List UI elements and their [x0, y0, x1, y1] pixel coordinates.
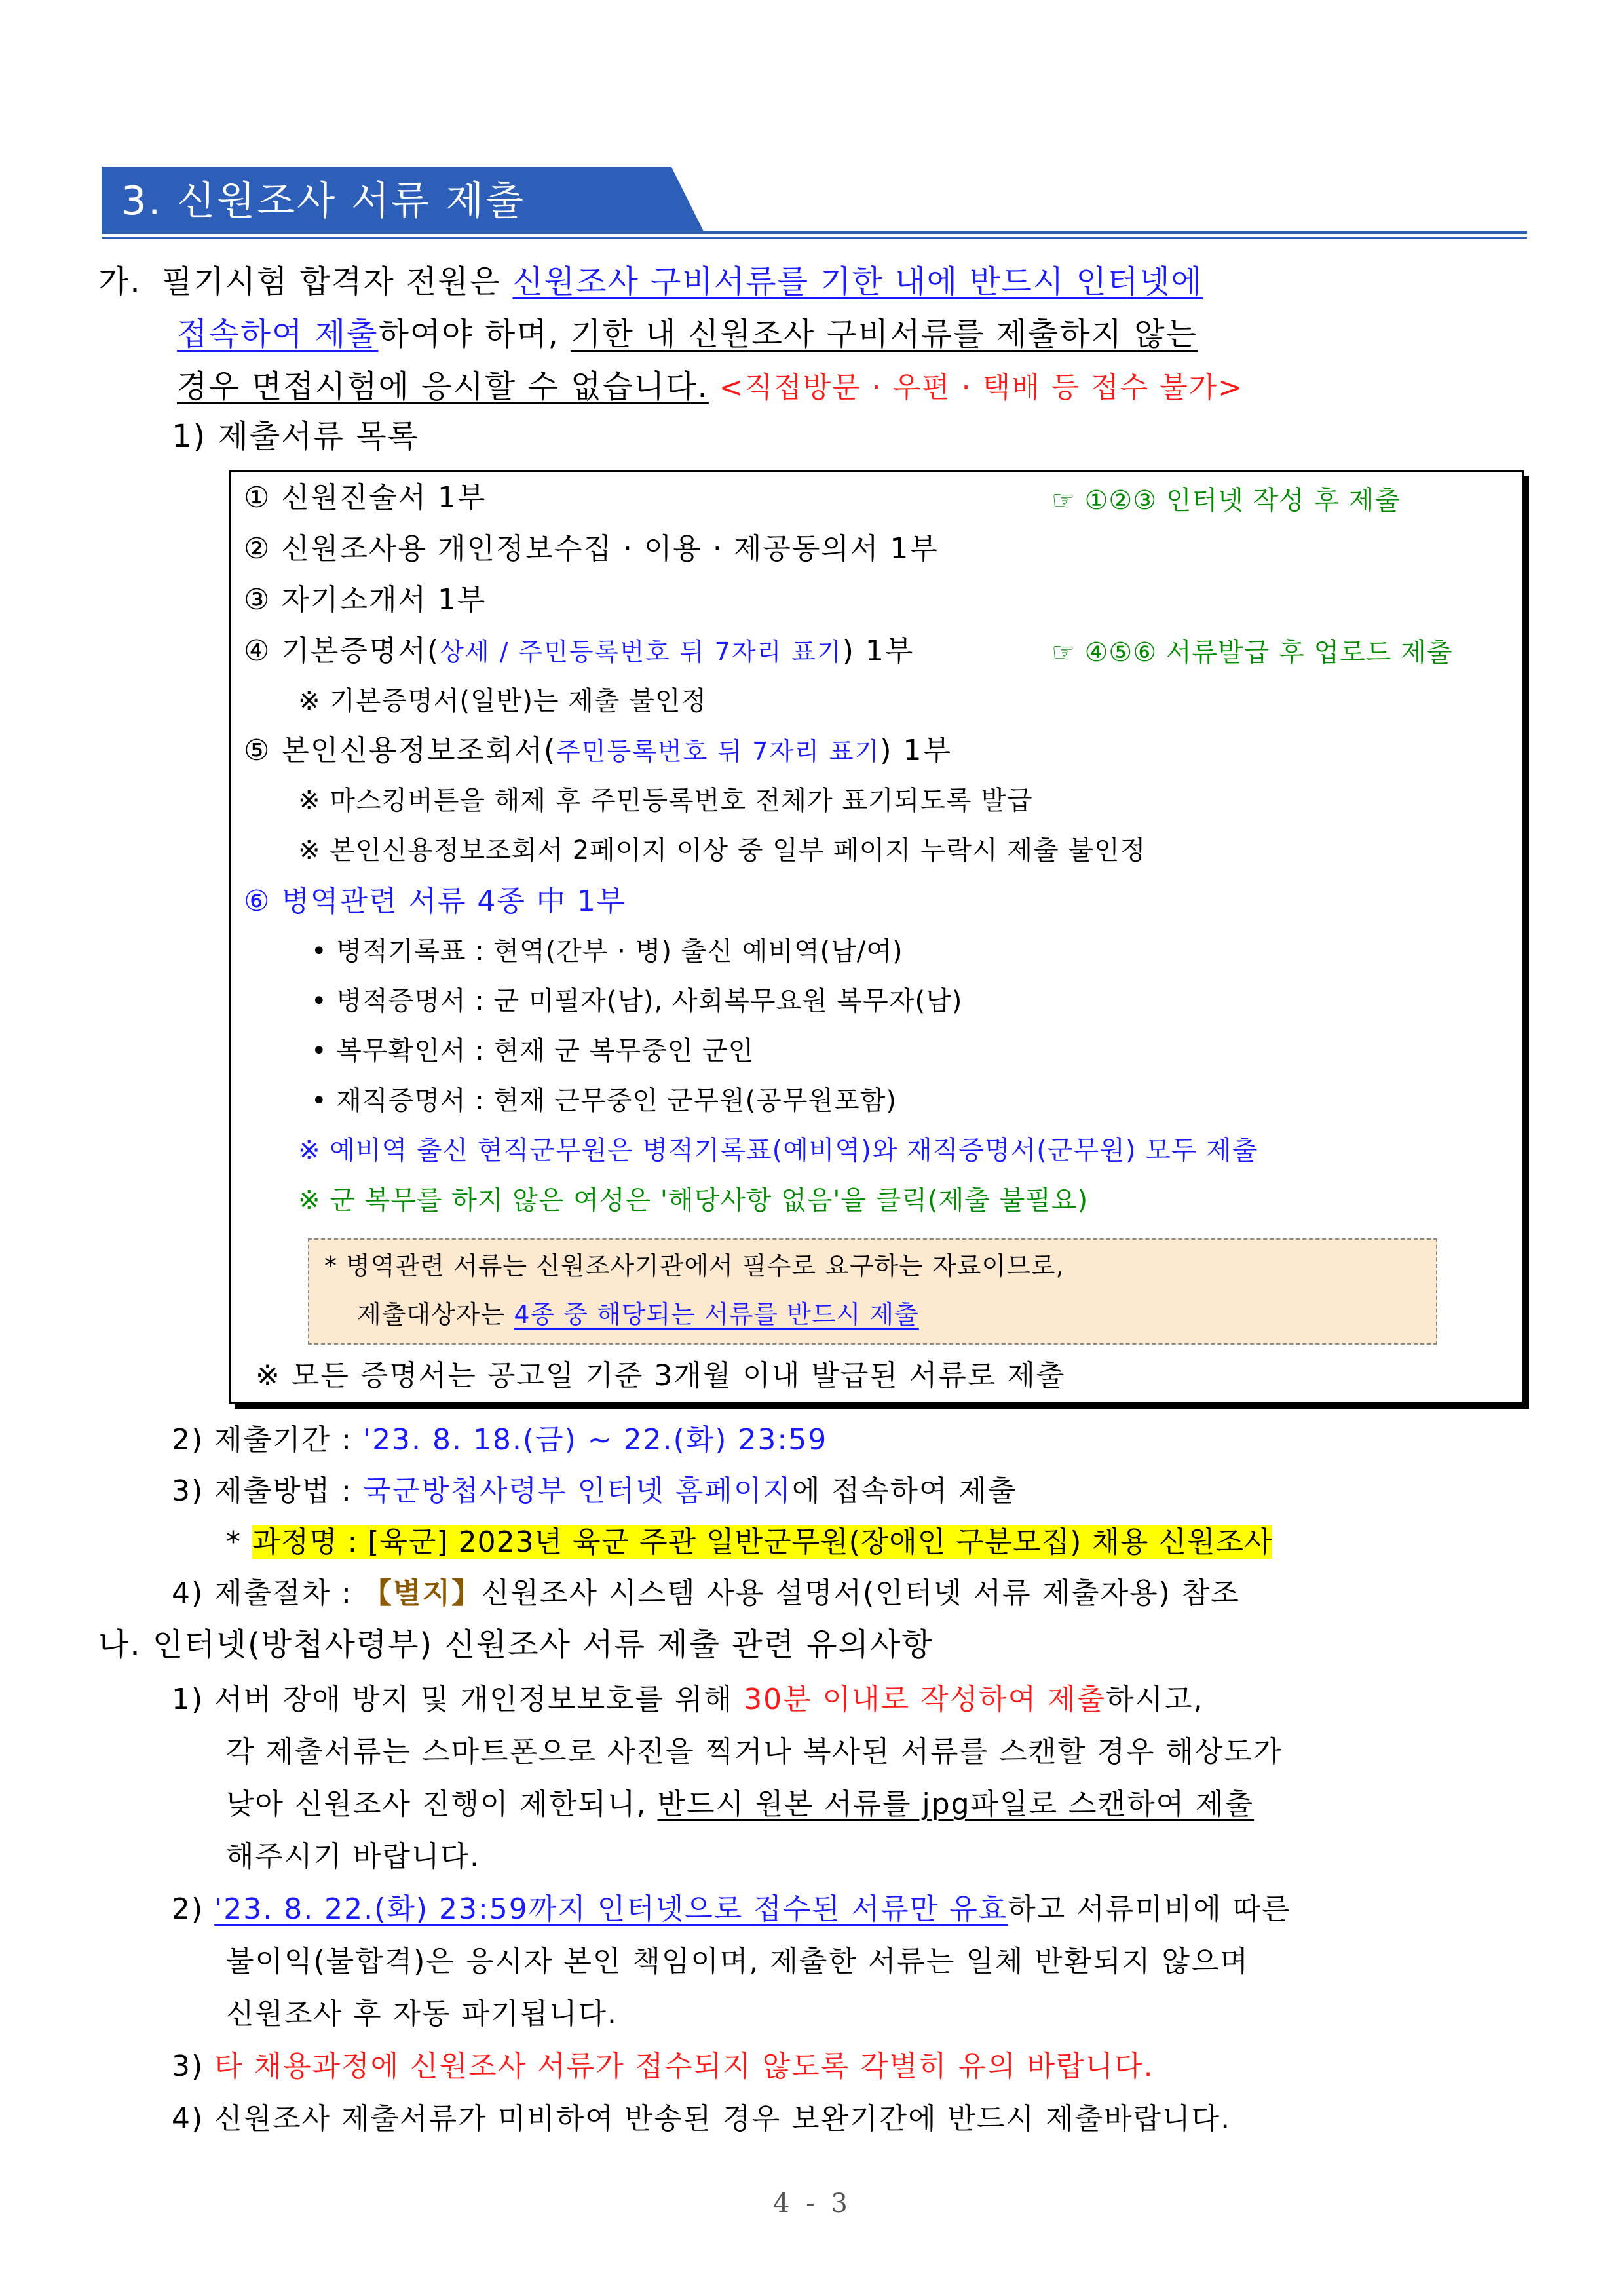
- ga-text-2: 하여야 하며,: [378, 316, 571, 353]
- doc-list-footer: ※ 모든 증명서는 공고일 기준 3개월 이내 발급된 서류로 제출: [255, 1359, 1066, 1392]
- na-4: 4) 신원조사 제출서류가 미비하여 반송된 경우 보완기간에 반드시 제출바랍니다.: [172, 2102, 1232, 2135]
- na-1-text: 1) 서버 장애 방지 및 개인정보보호를 위해: [172, 1683, 744, 1716]
- note-box-prefix: 제출대상자는: [357, 1300, 514, 1329]
- na-1-emphasis: 30분 이내로 작성하여 제출: [744, 1683, 1106, 1716]
- note-box-emphasis: 4종 중 해당되는 서류를 반드시 제출: [514, 1300, 919, 1329]
- ga-emphasis: 신원조사 구비서류를 기한 내에 반드시 인터넷에: [512, 263, 1203, 300]
- note-items-456: ☞ ④⑤⑥ 서류발급 후 업로드 제출: [1051, 638, 1453, 668]
- submission-procedure-rest: 신원조사 시스템 사용 설명서(인터넷 서류 제출자용) 참조: [481, 1577, 1240, 1610]
- submission-method-label: 3) 제출방법 :: [172, 1474, 363, 1508]
- course-star: *: [226, 1525, 252, 1559]
- na-1-line-3: [226, 1780, 1254, 1829]
- na-heading: 나. 인터넷(방첩사령부) 신원조사 서류 제출 관련 유의사항: [98, 1626, 934, 1663]
- ga-line-3: [177, 360, 1243, 414]
- doc-item-4-detail: 상세 / 주민등록번호 뒤 7자리 표기: [440, 638, 842, 666]
- ga-line-2: [177, 308, 1198, 360]
- doc-item-5-count: ) 1부: [880, 734, 953, 767]
- course-name: 과정명 : [육군] 2023년 육군 주관 일반군무원(장애인 구분모집) 채용 신원조사: [252, 1525, 1273, 1559]
- attachment-tag: 【별지】: [362, 1577, 482, 1610]
- na-1-line-3-text: 낮아 신원조사 진행이 제한되니,: [226, 1788, 658, 1821]
- doc-item-4-note: ※ 기본증명서(일반)는 제출 불인정: [298, 686, 708, 716]
- doc-item-3: ③ 자기소개서 1부: [244, 583, 487, 617]
- submission-method: [172, 1466, 1017, 1516]
- submission-period-value: '23. 8. 18.(금) ~ 22.(화) 23:59: [362, 1423, 828, 1457]
- doc-item-1: ① 신원진술서 1부: [244, 481, 487, 514]
- submission-method-site: 국군방첩사령부 인터넷 홈페이지: [362, 1474, 792, 1508]
- course-name-line: [226, 1518, 1272, 1567]
- na-2-line-2: 불이익(불합격)은 응시자 본인 책임이며, 제출한 서류는 일체 반환되지 않으며: [226, 1945, 1249, 1978]
- section-title: 3. 신원조사 서류 제출: [121, 178, 526, 224]
- ga-line-1: [98, 256, 1203, 308]
- title-rule-thin: [102, 237, 1527, 239]
- doc-item-4: [244, 626, 914, 677]
- submission-method-rest: 에 접속하여 제출: [792, 1474, 1017, 1508]
- military-bullet-2: • 병적증명서 : 군 미필자(남), 사회복무요원 복무자(남): [311, 986, 963, 1016]
- na-1-line-2: 각 제출서류는 스마트폰으로 사진을 찍거나 복사된 서류를 스캔할 경우 해상도가: [226, 1735, 1283, 1769]
- note-box-line-2: [357, 1291, 919, 1338]
- military-note-a: ※ 예비역 출신 현직군무원은 병적기록표(예비역)와 재직증명서(군무원) 모두 제출: [298, 1136, 1258, 1166]
- na-2-num: 2): [172, 1892, 215, 1926]
- doc-item-6: ⑥ 병역관련 서류 4종 中 1부: [244, 885, 626, 918]
- na-2-end: 하고 서류미비에 따른: [1008, 1892, 1291, 1926]
- na-3-emphasis: 타 채용과정에 신원조사 서류가 접수되지 않도록 각별히 유의 바랍니다.: [214, 2050, 1154, 2083]
- ga-no-visit-note: <직접방문 · 우편 · 택배 등 접수 불가>: [708, 371, 1243, 404]
- doc-item-2: ② 신원조사용 개인정보수집 · 이용 · 제공동의서 1부: [244, 532, 939, 565]
- ga-text: 필기시험 합격자 전원은: [161, 263, 513, 300]
- doc-list-heading: 1) 제출서류 목록: [172, 418, 419, 455]
- ga-underline-2: 기한 내 신원조사 구비서류를 제출하지 않는: [571, 316, 1198, 353]
- submission-period: [172, 1415, 827, 1465]
- ga-marker: 가.: [98, 263, 142, 300]
- title-rule: [102, 231, 1527, 234]
- military-bullet-1: • 병적기록표 : 현역(간부 · 병) 출신 예비역(남/여): [311, 936, 903, 966]
- military-bullet-4: • 재직증명서 : 현재 근무중인 군무원(공무원포함): [311, 1086, 897, 1116]
- submission-procedure: [172, 1569, 1240, 1618]
- doc-item-5: [244, 726, 952, 776]
- na-1-line-3-underline: 반드시 원본 서류를 jpg파일로 스캔하여 제출: [657, 1788, 1255, 1821]
- doc-item-4-name: ④ 기본증명서(: [244, 634, 440, 668]
- doc-item-4-count: ) 1부: [842, 634, 915, 668]
- submission-period-label: 2) 제출기간 :: [172, 1423, 363, 1457]
- ga-underline-3: 경우 면접시험에 응시할 수 없습니다.: [177, 368, 709, 405]
- note-box-line-1: * 병역관련 서류는 신원조사기관에서 필수로 요구하는 자료이므로,: [324, 1252, 1065, 1280]
- na-3: [172, 2042, 1154, 2092]
- doc-item-5-detail: 주민등록번호 뒤 7자리 표기: [556, 737, 880, 766]
- na-2-emphasis: '23. 8. 22.(화) 23:59까지 인터넷으로 접수된 서류만 유효: [214, 1892, 1008, 1926]
- doc-item-5-note-2: ※ 본인신용정보조회서 2페이지 이상 중 일부 페이지 누락시 제출 불인정: [298, 835, 1146, 866]
- doc-item-5-name: ⑤ 본인신용정보조회서(: [244, 734, 557, 767]
- na-2-line-1: [172, 1885, 1291, 1934]
- doc-item-5-note-1: ※ 마스킹버튼을 해제 후 주민등록번호 전체가 표기되도록 발급: [298, 786, 1033, 816]
- na-1-line-4: 해주시기 바랍니다.: [226, 1840, 481, 1873]
- military-note-b: ※ 군 복무를 하지 않은 여성은 '해당사항 없음'을 클릭(제출 불필요): [298, 1185, 1089, 1215]
- na-2-line-3: 신원조사 후 자동 파기됩니다.: [226, 1997, 618, 2031]
- submission-procedure-label: 4) 제출절차 :: [172, 1577, 363, 1610]
- military-bullet-3: • 복무확인서 : 현재 군 복무중인 군인: [311, 1036, 755, 1066]
- note-items-123: ☞ ①②③ 인터넷 작성 후 제출: [1051, 486, 1401, 516]
- page-number: 4 - 3: [773, 2189, 852, 2219]
- na-1-end: 하시고,: [1106, 1683, 1204, 1716]
- na-1-line-1: [172, 1675, 1204, 1725]
- ga-emphasis-2: 접속하여 제출: [177, 316, 379, 353]
- na-3-num: 3): [172, 2050, 215, 2083]
